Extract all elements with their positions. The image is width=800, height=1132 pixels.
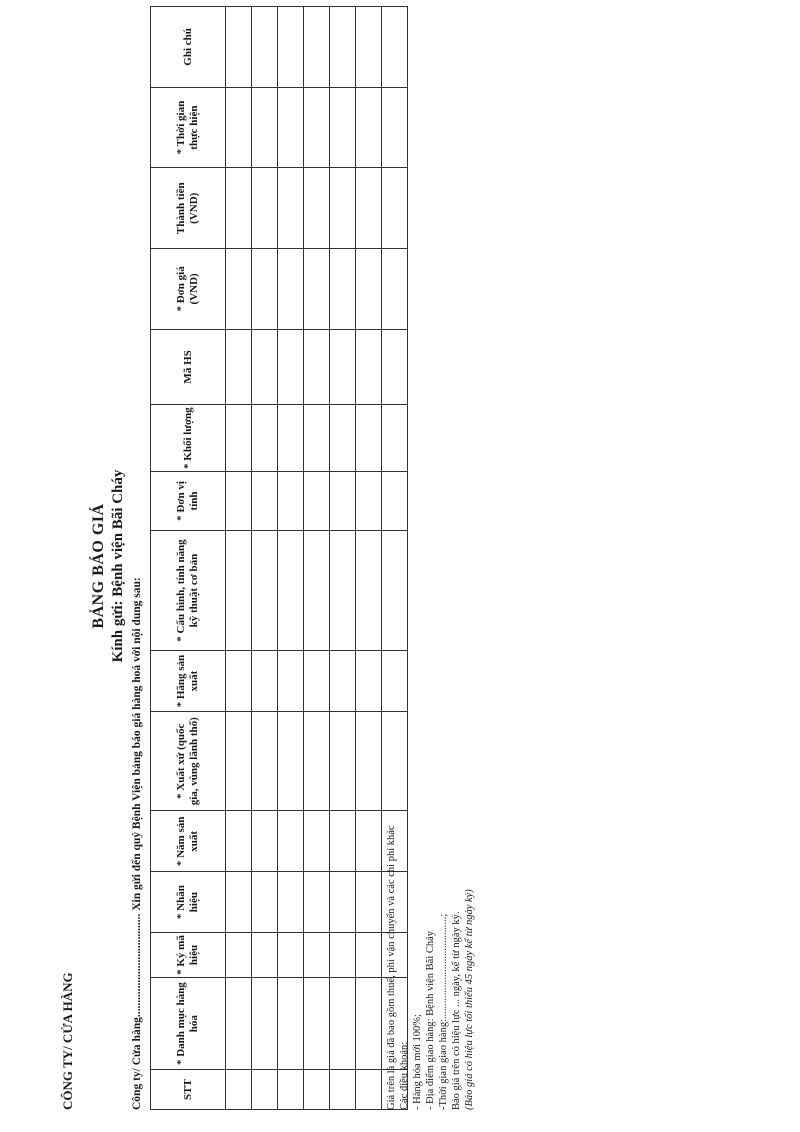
table-cell [278,249,304,330]
table-cell [330,168,356,249]
validity-note: (Báo giá có hiệu lực tối thiểu 45 ngày kể từ ngày ký) [464,889,475,1110]
note-line: Báo giá trên có hiệu lực ... ngày, kể từ ngày ký. [451,911,462,1110]
table-cell [356,249,382,330]
note-line: - Hàng hóa mới 100%; [412,1014,423,1110]
note-line: Giá trên là giá đã bao gồm thuế, phí vận chuyển và các chi phí khác [386,825,397,1110]
table-cell [278,1070,304,1110]
table-cell [252,87,278,168]
table-cell [252,530,278,650]
table-cell [278,651,304,712]
header-cell: * Danh mục hàng hóa [151,978,226,1070]
table-cell [226,329,252,404]
table-cell [226,978,252,1070]
intro-text: Công ty/ Cửa hàng.................................... Xin gửi đến quý Bệnh Viện bảng báo giá hàng hoá với nội dung sau: [131,577,143,1110]
table-cell [252,472,278,531]
table-row [226,7,252,1110]
header-cell: * Năm sản xuất [151,811,226,872]
header-cell: * Cấu hình, tính năng kỹ thuật cơ bản [151,530,226,650]
table-cell [278,978,304,1070]
table-cell [278,472,304,531]
title-block [90,0,127,1132]
table-cell [356,87,382,168]
table-cell [304,249,330,330]
document-title: BẢNG BÁO GIÁ [90,503,107,629]
table-row [356,7,382,1110]
table-cell [330,7,356,88]
table-cell [382,530,408,650]
table-cell [278,530,304,650]
header-cell: * Thời gian thực hiện [151,87,226,168]
table-cell [252,329,278,404]
header-cell: Thành tiền (VND) [151,168,226,249]
table-cell [252,712,278,812]
table-header-row [151,7,226,1110]
table-cell [382,329,408,404]
table-cell [252,651,278,712]
table-cell [252,7,278,88]
table-cell [382,87,408,168]
quotation-table [150,6,408,1110]
header-cell: * Xuất xứ (quốc gia, vùng lãnh thổ) [151,712,226,812]
header-cell: * Khối lượng [151,405,226,472]
table-cell [330,530,356,650]
table-cell [226,872,252,933]
header-cell: * Đơn giá (VND) [151,249,226,330]
table-cell [226,249,252,330]
note-line: Các điều khoản: [399,1041,410,1110]
table-cell [356,811,382,872]
table-cell [304,7,330,88]
table-cell [304,872,330,933]
table-row [278,7,304,1110]
table-cell [356,1070,382,1110]
table-cell [330,933,356,978]
table-cell [304,811,330,872]
table-cell [330,249,356,330]
table-cell [382,405,408,472]
table-row [252,7,278,1110]
header-cell: * Đơn vị tính [151,472,226,531]
table-cell [226,530,252,650]
table-cell [330,472,356,531]
table-cell [330,329,356,404]
table-cell [382,712,408,812]
table-cell [330,651,356,712]
table-cell [252,872,278,933]
table-cell [304,87,330,168]
table-cell [226,472,252,531]
table-cell [330,1070,356,1110]
table-cell [252,405,278,472]
table-cell [304,978,330,1070]
table-cell [330,872,356,933]
table-cell [252,249,278,330]
table-cell [278,712,304,812]
table-row [304,7,330,1110]
table-cell [304,329,330,404]
table-cell [330,712,356,812]
table-cell [356,7,382,88]
table-cell [382,249,408,330]
table-cell [226,405,252,472]
header-cell: * Nhãn hiệu [151,872,226,933]
table-cell [356,168,382,249]
table-cell [304,405,330,472]
table-cell [330,405,356,472]
table-cell [304,472,330,531]
table-cell [252,978,278,1070]
table-cell [252,168,278,249]
table-cell [356,651,382,712]
table-cell [252,933,278,978]
table-cell [278,329,304,404]
table-cell [226,811,252,872]
table-cell [278,168,304,249]
table-cell [382,651,408,712]
company-label: CÔNG TY/ CỬA HÀNG [60,972,75,1110]
table-cell [278,933,304,978]
table-cell [278,405,304,472]
table-cell [226,712,252,812]
table-cell [226,87,252,168]
table-cell [356,933,382,978]
table-cell [278,7,304,88]
table-cell [226,168,252,249]
header-cell: * Ký mã hiệu [151,933,226,978]
table-cell [356,978,382,1070]
table-cell [330,811,356,872]
header-cell: Ghi chú [151,7,226,88]
table-cell [304,1070,330,1110]
table-cell [330,87,356,168]
table-cell [382,472,408,531]
table-cell [304,933,330,978]
table-cell [356,712,382,812]
table-cell [226,1070,252,1110]
table-cell [278,872,304,933]
header-cell: * Hãng sản xuất [151,651,226,712]
header-cell: Mã HS [151,329,226,404]
table-cell [252,1070,278,1110]
table-body [226,7,408,1110]
table-cell [278,811,304,872]
table-cell [278,87,304,168]
terms-notes [385,825,476,1110]
table-row [330,7,356,1110]
header-cell: STT [151,1070,226,1110]
table-cell [382,168,408,249]
table-cell [304,530,330,650]
table-cell [382,7,408,88]
table-cell [356,530,382,650]
note-line: -Thời gian giao hàng:.......................................; [438,913,449,1110]
document-subtitle: Kính gửi: Bệnh viện Bãi Cháy [110,469,126,663]
table-cell [304,651,330,712]
table-cell [356,405,382,472]
table-cell [226,933,252,978]
table-cell [356,872,382,933]
table-cell [252,811,278,872]
table-cell [226,7,252,88]
table-cell [304,168,330,249]
note-line: - Địa điểm giao hàng: Bệnh viện Bãi Cháy [425,930,436,1110]
table-cell [304,712,330,812]
table-cell [330,978,356,1070]
table-cell [356,472,382,531]
table-cell [226,651,252,712]
table-cell [356,329,382,404]
